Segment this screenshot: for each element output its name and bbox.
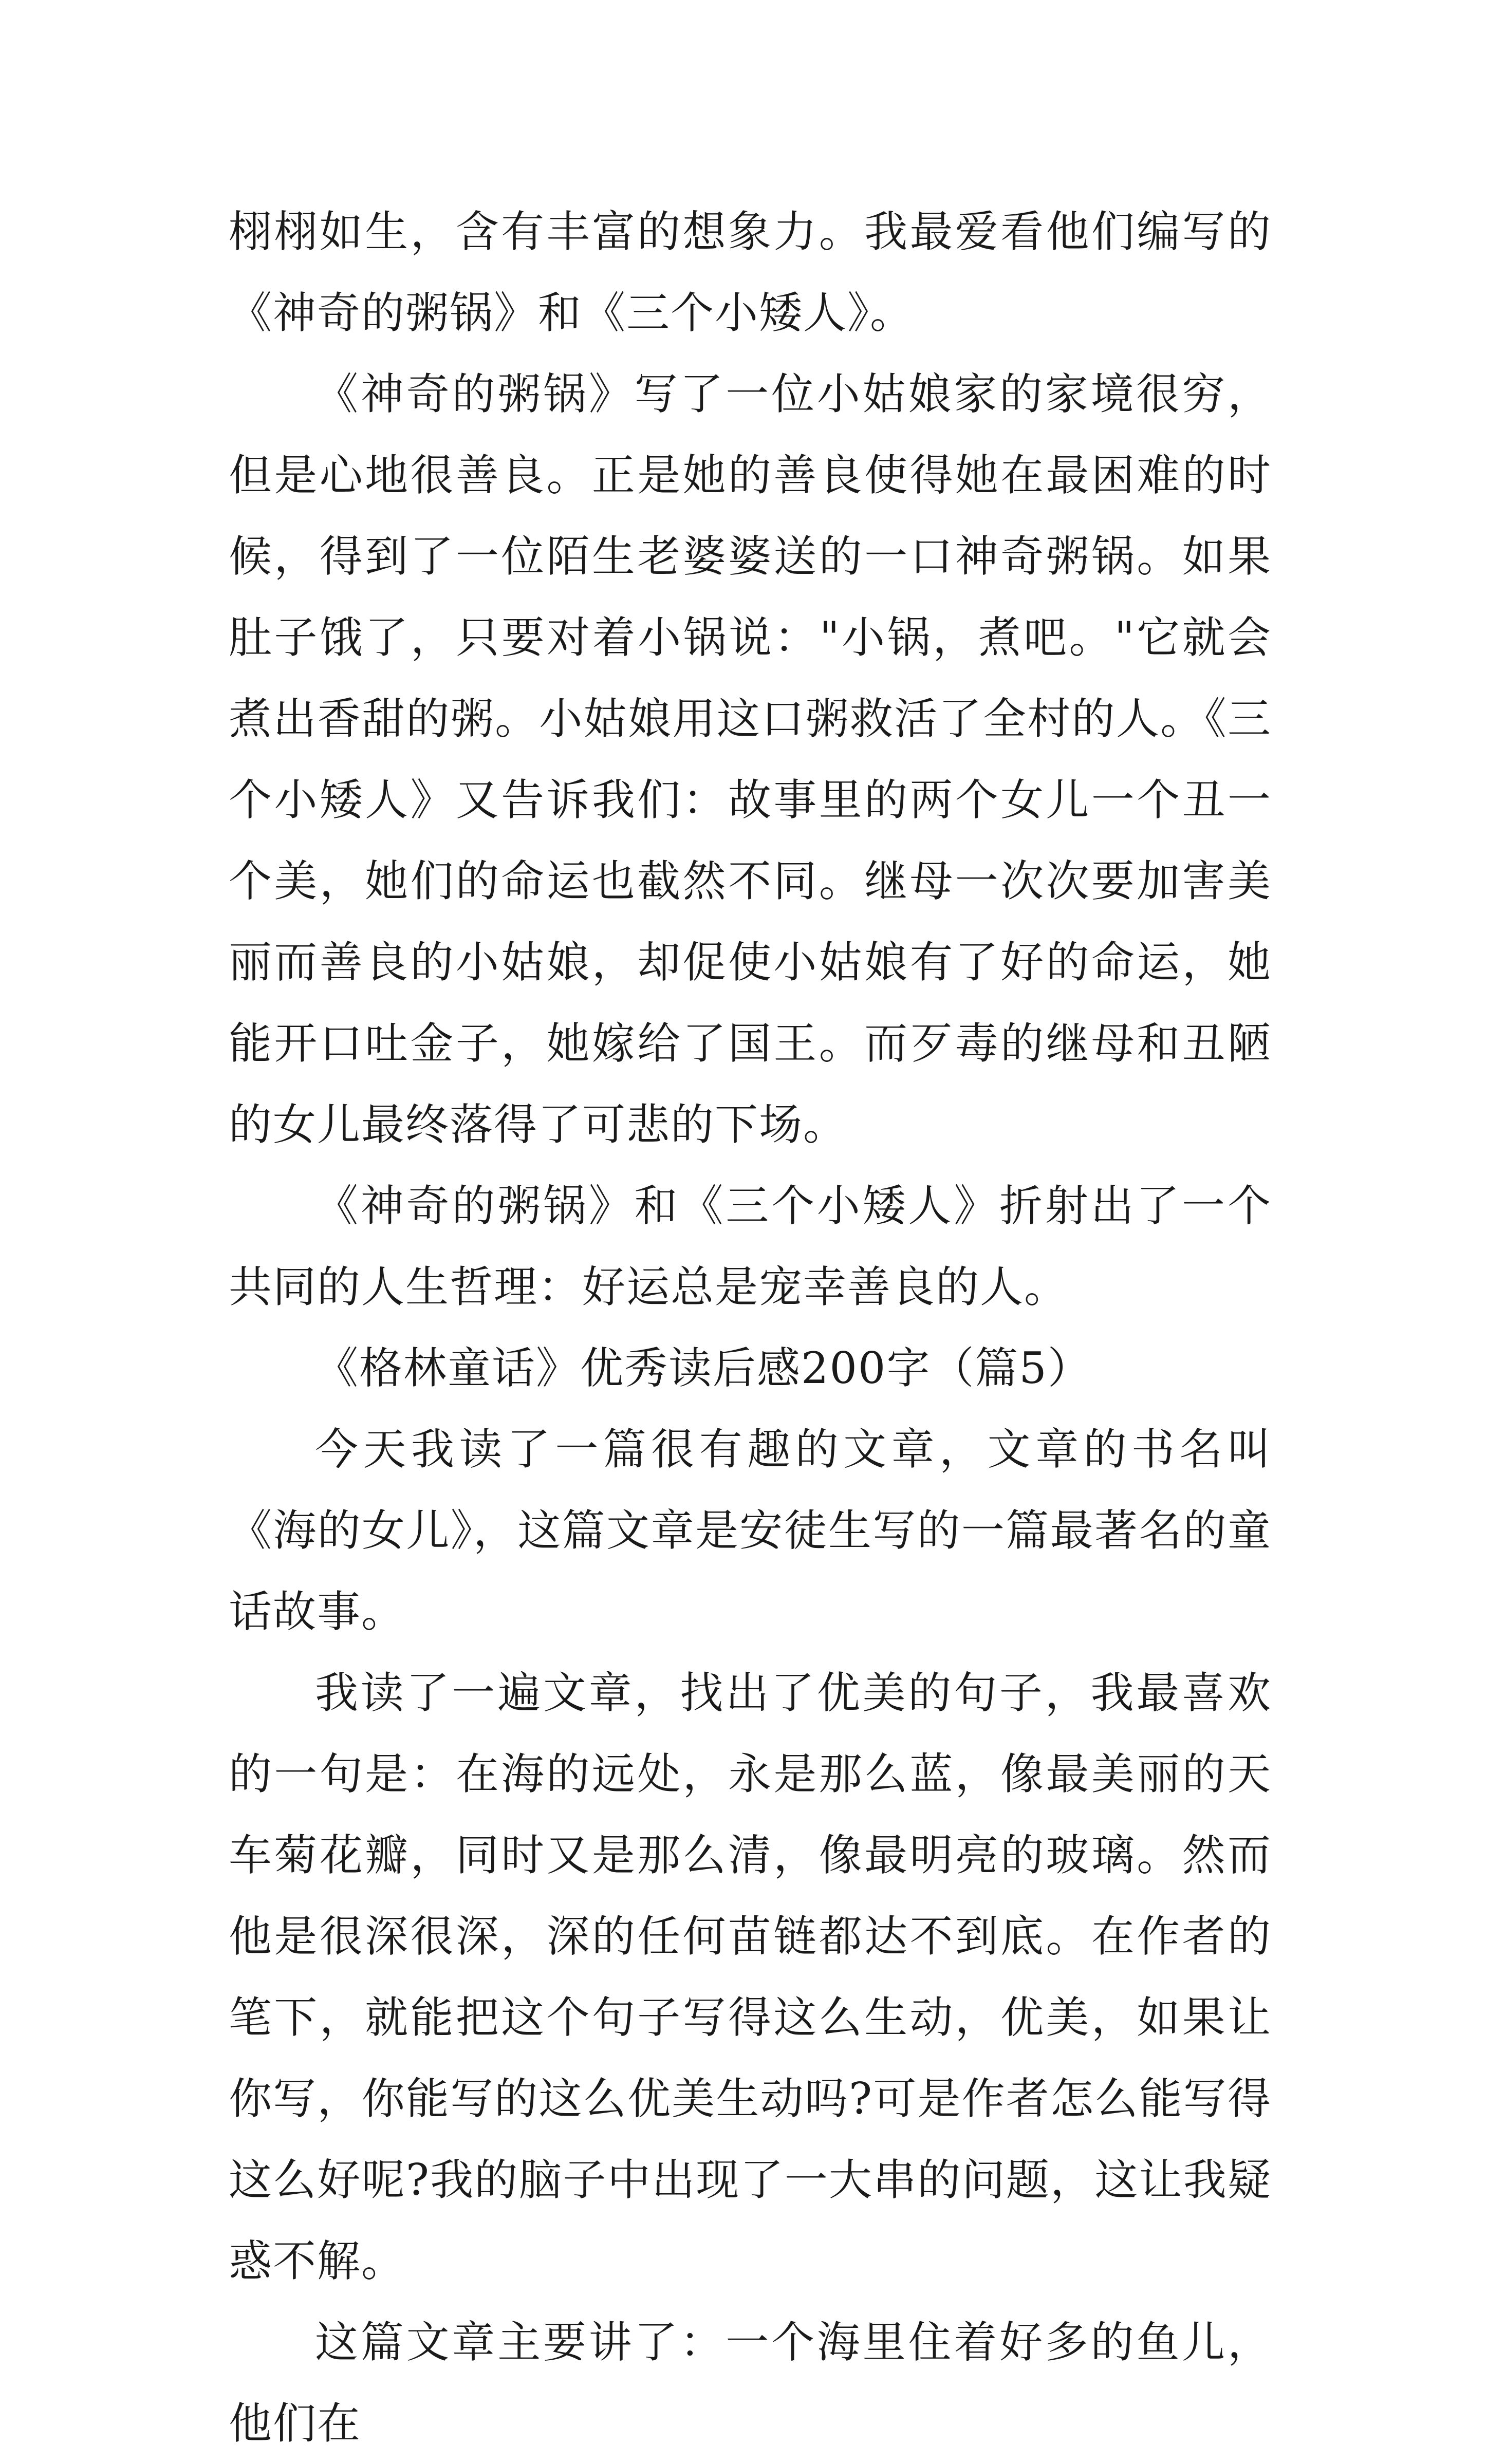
paragraph-continuation: 栩栩如生，含有丰富的想象力。我最爱看他们编写的《神奇的粥锅》和《三个小矮人》。 (229, 207, 1272, 338)
paragraph-moral: 《神奇的粥锅》和《三个小矮人》折射出了一个共同的人生哲理：好运总是宠幸善良的人。 (229, 1181, 1272, 1312)
document-body (229, 191, 1272, 2464)
paragraph-favorite-sentence: 我读了一遍文章，找出了优美的句子，我最喜欢的一句是：在海的远处，永是那么蓝，像最美丽的天车菊花瓣，同时又是那么清，像最明亮的玻璃。然而他是很深很深，深的任何苗链都达不到底。在作者的笔下，就能把这个句子写得这么生动，优美，如果让你写，你能写的这么优美生动吗?可是作者怎么能写得这么好呢?我的脑子中出现了一大串的问题，这让我疑惑不解。 (229, 1668, 1272, 2286)
section-heading: 《格林童话》优秀读后感200字（篇5） (315, 1343, 1092, 1393)
paragraph-porridge-pot-summary: 《神奇的粥锅》写了一位小姑娘家的家境很穷，但是心地很善良。正是她的善良使得她在最困难的时候，得到了一位陌生老婆婆送的一口神奇粥锅。如果肚子饿了，只要对着小锅说："小锅，煮吧。"它就会煮出香甜的粥。小姑娘用这口粥救活了全村的人。《三个小矮人》又告诉我们：故事里的两个女儿一个丑一个美，她们的命运也截然不同。继母一次次要加害美丽而善良的小姑娘，却促使小姑娘有了好的命运，她能开口吐金子，她嫁给了国王。而歹毒的继母和丑陋的女儿最终落得了可悲的下场。 (229, 369, 1272, 1150)
paragraph-story-summary: 这篇文章主要讲了：一个海里住着好多的鱼儿，他们在 (229, 2317, 1272, 2449)
paragraph-intro: 今天我读了一篇很有趣的文章，文章的书名叫《海的女儿》，这篇文章是安徒生写的一篇最著名的童话故事。 (229, 1424, 1272, 1637)
